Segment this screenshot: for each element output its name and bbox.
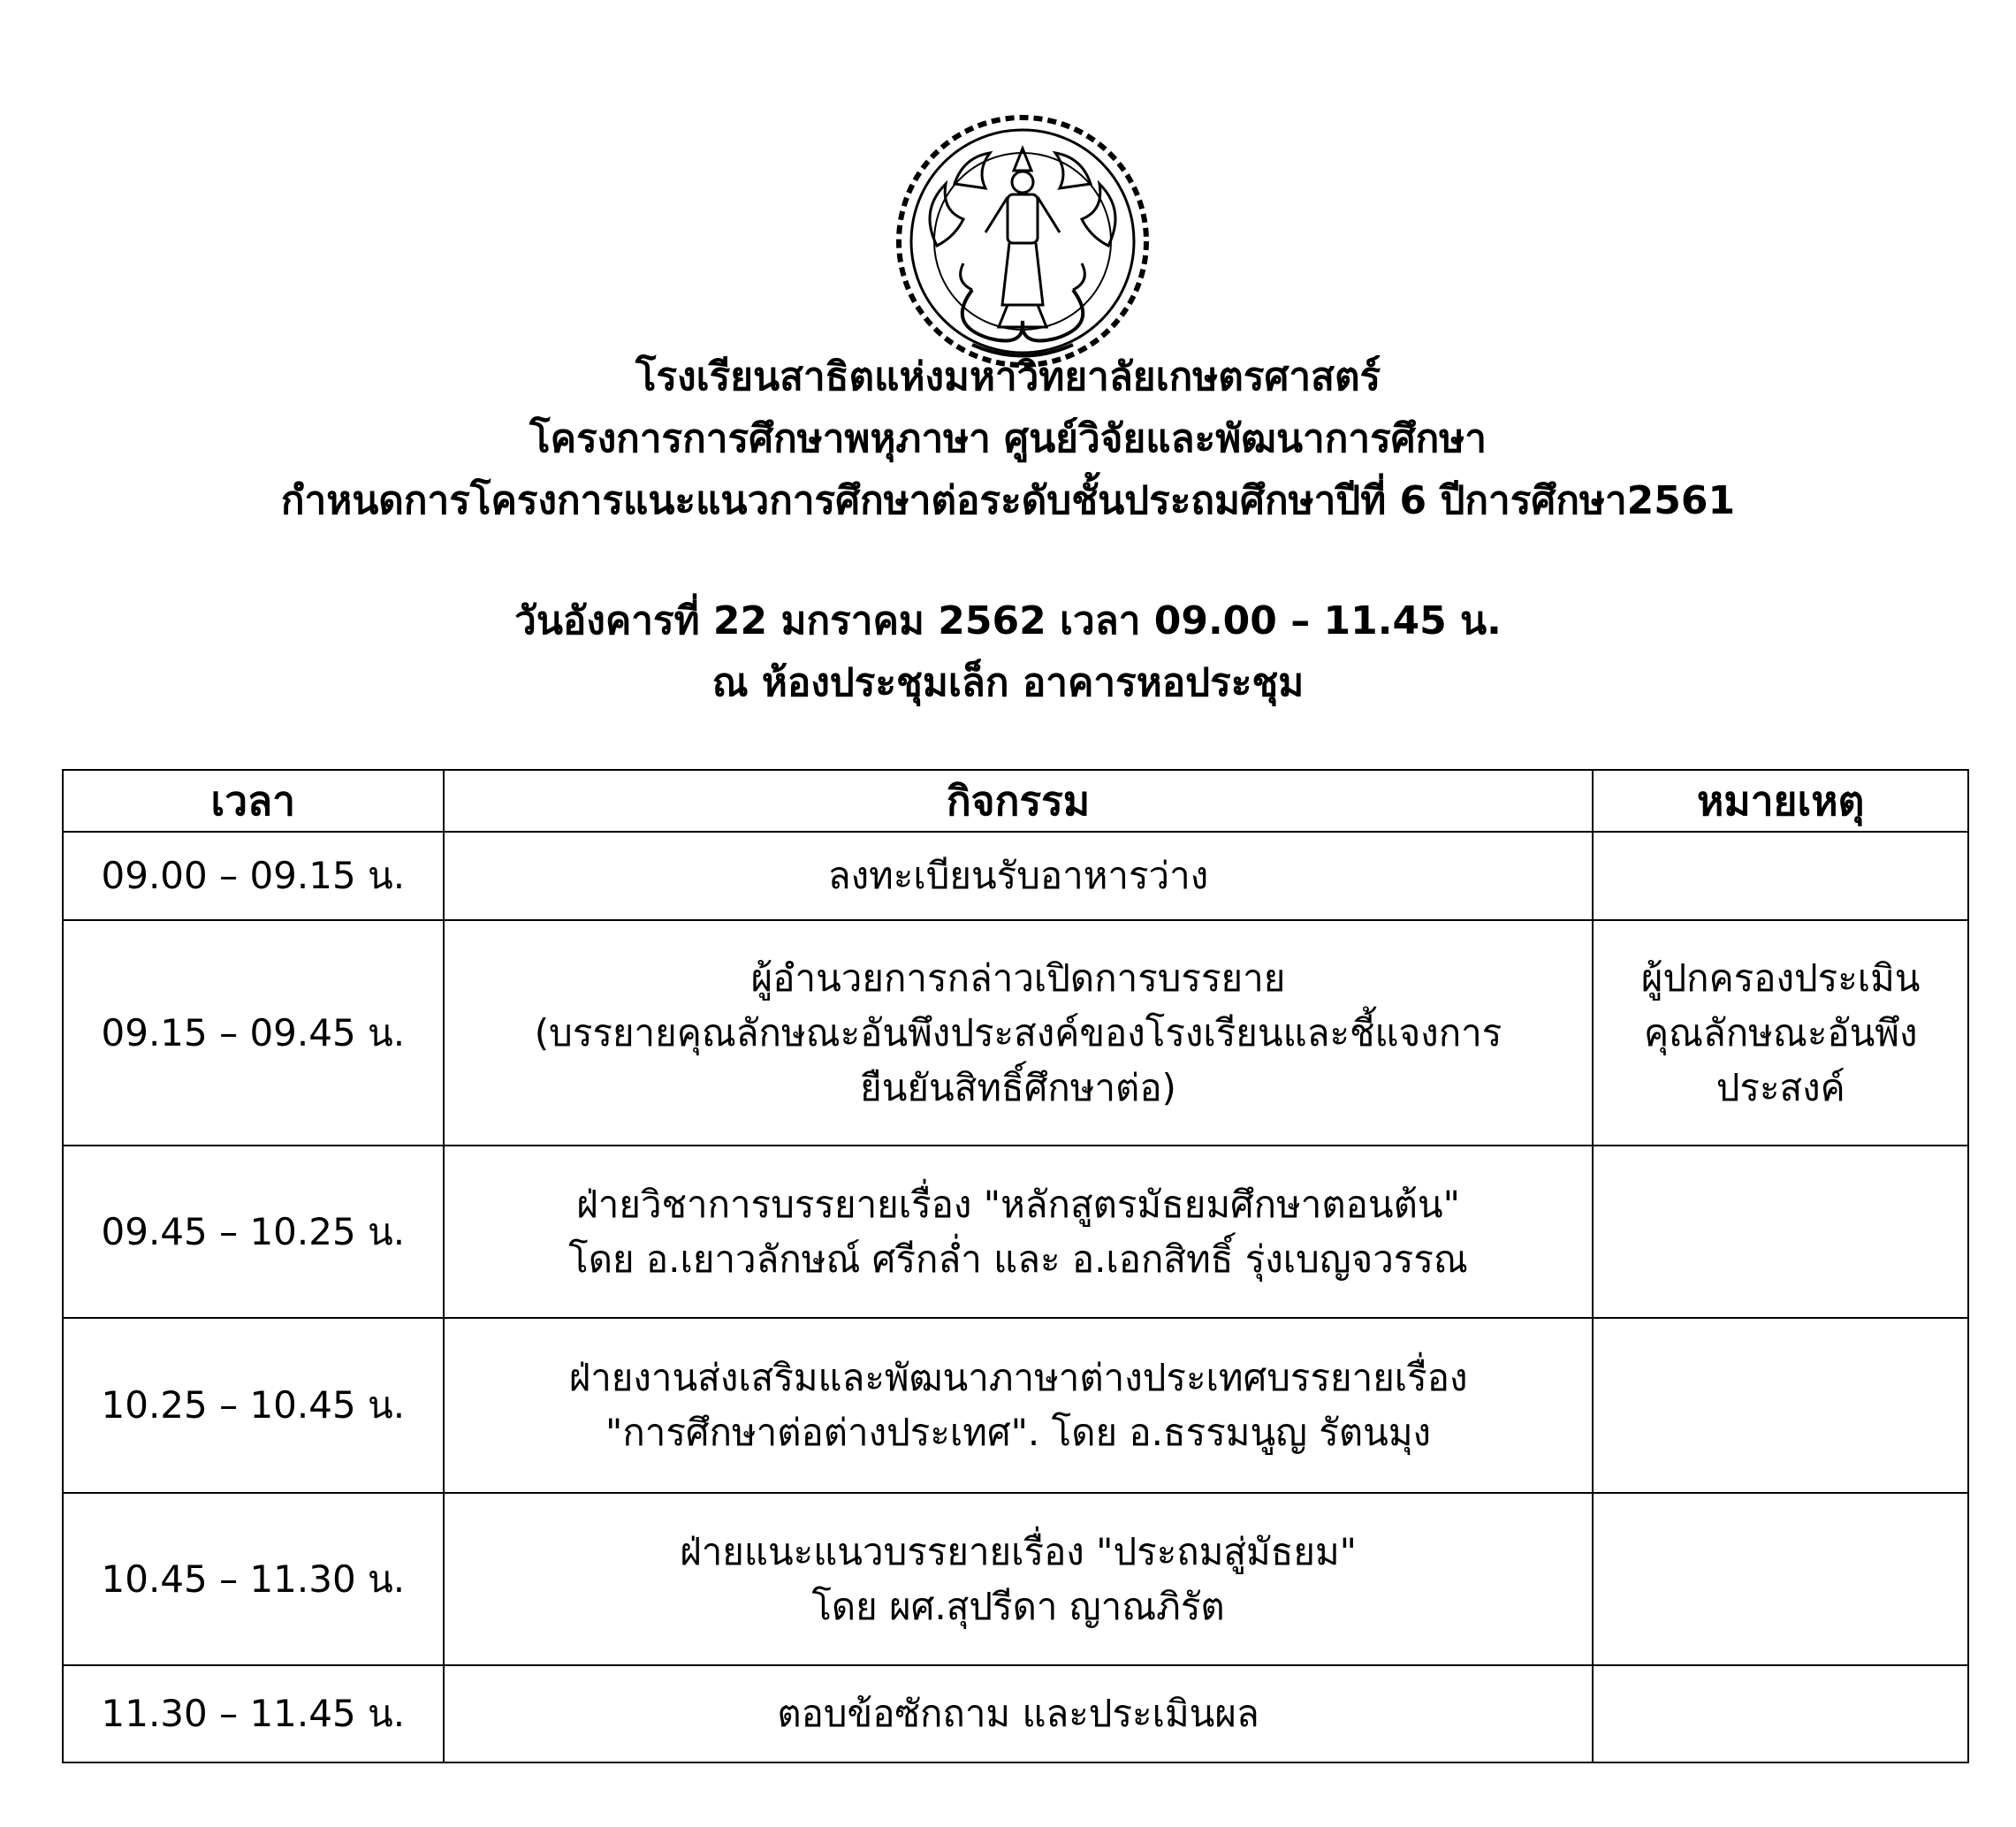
table-row (63, 832, 1968, 920)
column-header-activity: กิจกรรม (444, 770, 1594, 832)
activity-cell (444, 832, 1594, 920)
table-header-row (63, 770, 1968, 832)
activity-cell (444, 1665, 1594, 1762)
note-cell (1593, 832, 1968, 920)
note-cell (1593, 1318, 1968, 1493)
seal-emblem-icon (875, 113, 1171, 369)
activity-line: ลงทะเบียนรับอาหารว่าง (827, 854, 1209, 897)
activity-cell (444, 1318, 1594, 1493)
time-cell: 10.25 – 10.45 น. (63, 1318, 444, 1493)
activity-cell (444, 1146, 1594, 1318)
activity-line: ยืนยันสิทธิ์ศึกษาต่อ) (860, 1065, 1176, 1109)
note-cell (1593, 1146, 1968, 1318)
column-header-time: เวลา (63, 770, 444, 832)
note-line: ผู้ปกครองประเมิน (1640, 955, 1921, 1000)
time-cell: 09.15 – 09.45 น. (63, 920, 444, 1146)
activity-line: (บรรยายคุณลักษณะอันพึงประสงค์ของโรงเรียนและชี้แจงการ (534, 1010, 1502, 1054)
column-header-note: หมายเหตุ (1593, 770, 1968, 832)
activity-line: โดย ผศ.สุปรีดา ญาณภิรัต (811, 1584, 1225, 1628)
event-details (0, 590, 2016, 714)
table-row (63, 1665, 1968, 1762)
activity-line: ผู้อำนวยการกล่าวเปิดการบรรยาย (750, 955, 1286, 1000)
school-name: โรงเรียนสาธิตแห่งมหาวิทยาลัยเกษตรศาสตร์ (635, 354, 1381, 400)
table-row (63, 1318, 1968, 1493)
time-cell: 09.00 – 09.15 น. (63, 832, 444, 920)
activity-line: ฝ่ายวิชาการบรรยายเรื่อง "หลักสูตรมัธยมศึกษาตอนต้น" (576, 1182, 1460, 1226)
table-row (63, 1146, 1968, 1318)
program-title: กำหนดการโครงการแนะแนวการศึกษาต่อระดับชั้นประถมศึกษาปีที่ 6 ปีการศึกษา2561 (280, 478, 1736, 523)
activity-line: ฝ่ายงานส่งเสริมและพัฒนาภาษาต่างประเทศบรรยายเรื่อง (568, 1356, 1468, 1399)
table-row (63, 1493, 1968, 1665)
table-row (63, 920, 1968, 1146)
note-cell (1593, 1665, 1968, 1762)
note-line: คุณลักษณะอันพึง (1643, 1010, 1918, 1054)
note-cell (1593, 1493, 1968, 1665)
activity-line: ฝ่ายแนะแนวบรรยายเรื่อง "ประถมสู่มัธยม" (680, 1529, 1357, 1573)
event-venue: ณ ห้องประชุมเล็ก อาคารหอประชุม (711, 660, 1305, 705)
activity-line: โดย อ.เยาวลักษณ์ ศรีกล่ำ และ อ.เอกสิทธิ์ รุ่งเบญจวรรณ (568, 1237, 1468, 1281)
note-cell (1593, 920, 1968, 1146)
activity-line: ตอบข้อซักถาม และประเมินผล (777, 1692, 1259, 1735)
school-seal-logo (875, 113, 1171, 369)
note-line: ประสงค์ (1716, 1065, 1845, 1109)
time-cell: 11.30 – 11.45 น. (63, 1665, 444, 1762)
activity-cell (444, 920, 1594, 1146)
time-cell: 10.45 – 11.30 น. (63, 1493, 444, 1665)
event-date-time: วันอังคารที่ 22 มกราคม 2562 เวลา 09.00 – 11.45 น. (514, 598, 1502, 643)
schedule-table (62, 769, 1969, 1763)
activity-cell (444, 1493, 1594, 1665)
activity-line: "การศึกษาต่อต่างประเทศ". โดย อ.ธรรมนูญ รัตนมุง (605, 1411, 1432, 1454)
document-header (0, 346, 2016, 532)
project-name: โครงการการศึกษาพหุภาษา ศูนย์วิจัยและพัฒนาการศึกษา (529, 416, 1487, 461)
time-cell: 09.45 – 10.25 น. (63, 1146, 444, 1318)
